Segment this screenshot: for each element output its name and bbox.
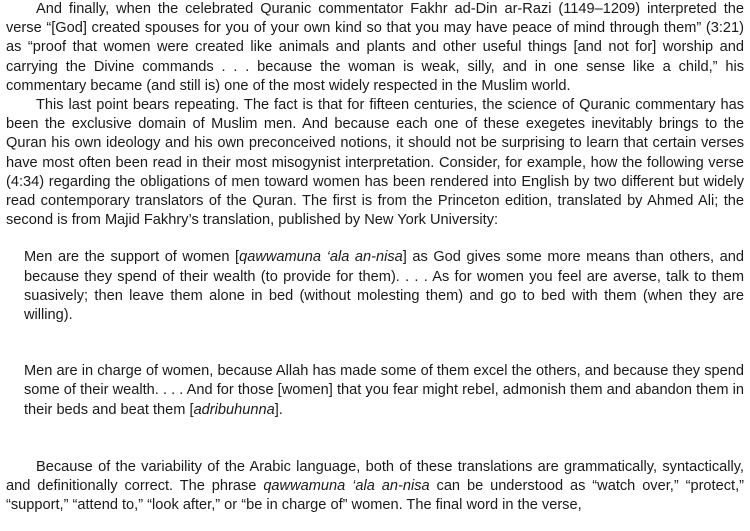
paragraph-text: Because of the variability of the Arabic language, both of these translations are grammatically, syntactically, and definitionally correct. The phrase — [6, 458, 744, 495]
quote-text: ]. — [274, 401, 283, 418]
paragraph-variability — [6, 458, 744, 516]
document-page — [6, 0, 744, 515]
quote-text: ] as God gives some more means than others, and because they spend of their wealth (to provide for them). . . . As for women you feel are averse, talk to them suasively; then leave them alone in bed (without molesting them) and go to bed with them (when they are willing). — [24, 249, 745, 324]
spacer — [6, 420, 744, 458]
paragraph-text: can be understood as “watch over,” “protect,” “support,” “attend to,” “look after,” or “be in charge of” women. The final word in the verse, — [6, 478, 744, 514]
arabic-term: qawwamuna ‘ala an-nisa — [263, 478, 430, 495]
quote-text: Men are the support of women [ — [24, 249, 240, 266]
paragraph-exegetes: This last point bears repeating. The fact is that for fifteen centuries, the science of Quranic commentary has been the exclusive domain of Muslim men. And because each one of these exegetes inevitably brings to the Quran his own ideology and his own preconceived notions, it should not be surprising to learn that certain verses have most often been read in their most misogynist interpretation. Consider, for example, how the following verse (4:34) regarding the obligations of men toward women has been rendered into English by two different but widely read contemporary translators of the Quran. The first is from the Princeton edition, translated by Ahmed Ali; the second is from Majid Fakhry’s translation, published by New York University: — [6, 97, 744, 229]
blockquote-fakhry-translation — [6, 362, 744, 420]
blockquote-ali-translation — [6, 248, 744, 325]
spacer — [6, 230, 744, 248]
arabic-term: qawwamuna ‘ala an-nisa — [239, 249, 403, 266]
paragraph-razi-commentary: And finally, when the celebrated Quranic commentator Fakhr ad-Din ar-Razi (1149–1209) interpreted the verse “[God] created spouses for you of your own kind so that you may have peace of mind through them” (3:21) as “proof that women were created like animals and plants and other useful things [and not for] worship and carrying the Divine commands . . . because the woman is weak, silly, and in one sense like a child,” his commentary became (and still is) one of the most widely respected in the Muslim world. — [6, 1, 744, 94]
arabic-term: adribuhunna — [193, 401, 275, 418]
spacer — [6, 325, 744, 362]
quote-text: Men are in charge of women, because Allah has made some of them excel the others, and because they spend some of their wealth. . . . And for those [women] that you fear might rebel, admonish them and abandon them in their beds and beat them [ — [24, 363, 744, 418]
